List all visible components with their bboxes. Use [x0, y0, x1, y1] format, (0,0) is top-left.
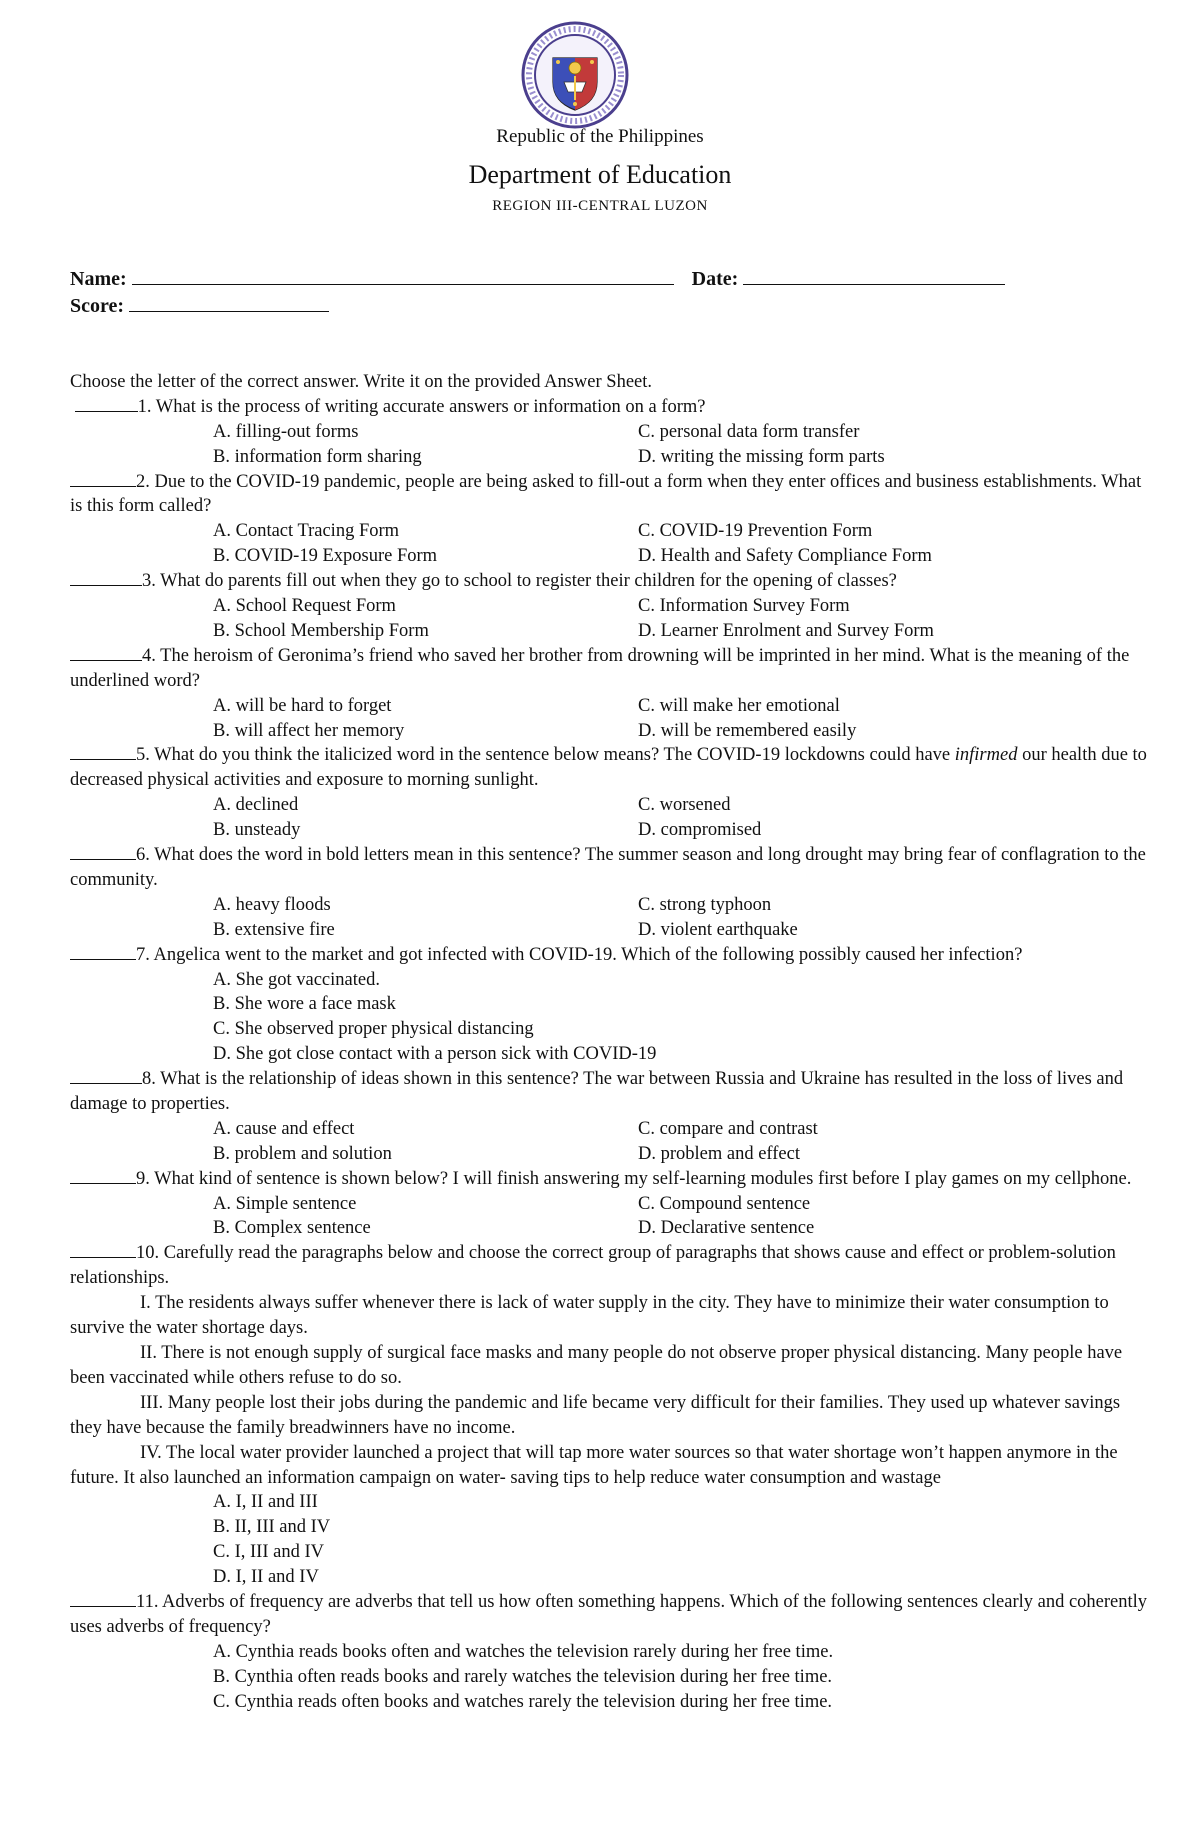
question-8 [70, 1067, 1150, 1167]
paragraph-ii: II. There is not enough supply of surgical face masks and many people do not observe proper physical distancing. Many people have been vaccinated while others refuse to do so. [70, 1342, 1123, 1388]
questions-section [70, 370, 1150, 1714]
score-field[interactable] [129, 295, 329, 312]
date-label: Date: [691, 268, 739, 290]
region-heading: REGION III-CENTRAL LUZON [492, 198, 708, 214]
option-b: B. problem and solution [213, 1143, 392, 1164]
option-a: A. cause and effect [213, 1118, 355, 1139]
option-b: B. School Membership Form [213, 620, 429, 641]
option-c: C. Cynthia reads often books and watches rarely the television during her free time. [213, 1691, 833, 1712]
name-label: Name: [70, 268, 127, 290]
question-7 [70, 943, 1150, 1067]
answer-blank-11[interactable] [70, 1592, 136, 1607]
option-c: C. compare and contrast [638, 1118, 818, 1139]
option-a: A. She got vaccinated. [213, 969, 380, 990]
answer-blank-1[interactable] [75, 397, 138, 412]
option-a: A. Contact Tracing Form [213, 521, 400, 542]
question-3 [70, 569, 1150, 644]
option-c: C. She observed proper physical distancing [213, 1019, 534, 1040]
option-b: B. information form sharing [213, 446, 422, 467]
paragraph-iii: III. Many people lost their jobs during the pandemic and life became very difficult for their families. They used up whatever savings they have because the family breadwinners have no income. [70, 1392, 1121, 1438]
deped-seal-logo [520, 20, 630, 130]
score-label: Score: [70, 295, 125, 317]
question-text-cont: our health due to decreased physical activities and exposure to morning sunlight. [70, 745, 1147, 791]
paragraph-i: I. The residents always suffer whenever there is lack of water supply in the city. They have to minimize their water consumption to survive the water shortage days. [70, 1293, 1109, 1339]
instructions: Choose the letter of the correct answer. Write it on the provided Answer Sheet. [70, 372, 653, 392]
question-text: 5. What do you think the italicized word in the sentence below means? The COVID-19 lockdowns could have [136, 745, 951, 766]
option-b: B. Complex sentence [213, 1218, 371, 1239]
question-6 [70, 843, 1150, 943]
option-c: C. strong typhoon [638, 894, 772, 915]
question-11 [70, 1590, 1150, 1714]
answer-blank-4[interactable] [70, 646, 142, 661]
option-d: D. violent earthquake [638, 919, 798, 940]
option-c: C. I, III and IV [213, 1542, 324, 1563]
option-d: D. writing the missing form parts [638, 446, 885, 467]
question-4 [70, 644, 1150, 744]
option-d: D. Declarative sentence [638, 1218, 815, 1239]
option-c: C. Compound sentence [638, 1193, 811, 1214]
answer-blank-2[interactable] [70, 472, 136, 487]
option-d: D. She got close contact with a person sick with COVID-19 [213, 1044, 657, 1065]
question-text: 1. What is the process of writing accurate answers or information on a form? [137, 396, 706, 417]
question-text: 2. Due to the COVID-19 pandemic, people are being asked to fill-out a form when they enter offices and business establishments. What is this form called? [70, 471, 1142, 517]
question-text: 6. What does the word in bold letters mean in this sentence? The summer season and long drought may bring fear of conflagration to the community. [70, 845, 1146, 890]
option-a: A. declined [213, 795, 299, 816]
question-text: 10. Carefully read the paragraphs below and choose the correct group of paragraphs that shows cause and effect or problem-solution relationships. [70, 1243, 1116, 1289]
option-d: D. problem and effect [638, 1143, 800, 1164]
option-b: B. II, III and IV [213, 1517, 331, 1538]
option-d: D. will be remembered easily [638, 720, 857, 741]
option-d: D. Health and Safety Compliance Form [638, 546, 932, 567]
italicized-word: infirmed [954, 745, 1018, 766]
question-text: 9. What kind of sentence is shown below? I will finish answering my self-learning modules first before I play games on my cellphone. [136, 1168, 1132, 1189]
question-1 [70, 395, 1150, 470]
option-b: B. extensive fire [213, 919, 335, 940]
republic-heading: Republic of the Philippines [496, 126, 704, 147]
question-5 [70, 743, 1150, 843]
question-text: 11. Adverbs of frequency are adverbs that tell us how often something happens. Which of the following sentences clearly and coherently uses adverbs of frequency? [70, 1591, 1148, 1637]
option-c: C. COVID-19 Prevention Form [638, 521, 873, 542]
department-heading: Department of Education [468, 160, 732, 189]
name-date-row [70, 268, 1005, 291]
option-c: C. personal data form transfer [638, 421, 860, 442]
answer-blank-8[interactable] [70, 1069, 142, 1084]
option-a: A. filling-out forms [213, 421, 359, 442]
option-a: A. heavy floods [213, 894, 331, 915]
option-a: A. Simple sentence [213, 1193, 357, 1214]
question-9 [70, 1167, 1150, 1242]
option-c: C. worsened [638, 795, 731, 816]
option-c: C. Information Survey Form [638, 596, 850, 617]
answer-blank-7[interactable] [70, 945, 136, 960]
option-a: A. I, II and III [213, 1492, 318, 1513]
option-d: D. I, II and IV [213, 1567, 319, 1588]
question-10 [70, 1241, 1150, 1590]
answer-blank-10[interactable] [70, 1243, 136, 1258]
answer-blank-6[interactable] [70, 845, 136, 860]
option-b: B. will affect her memory [213, 720, 405, 741]
answer-blank-5[interactable] [70, 745, 136, 760]
option-a: A. School Request Form [213, 596, 396, 617]
score-row [70, 295, 329, 318]
question-text: 3. What do parents fill out when they go to school to register their children for the opening of classes? [142, 571, 897, 592]
option-a: A. Cynthia reads books often and watches the television rarely during her free time. [213, 1641, 834, 1662]
question-2 [70, 470, 1150, 570]
paragraph-iv: IV. The local water provider launched a project that will tap more water sources so that water shortage won’t happen anymore in the future. It also launched an information campaign on water- saving tips to help reduce water consumption and wastage [70, 1442, 1118, 1488]
name-field[interactable] [132, 268, 674, 285]
option-b: B. COVID-19 Exposure Form [213, 546, 438, 567]
question-text: 4. The heroism of Geronima’s friend who saved her brother from drowning will be imprinted in her mind. What is the meaning of the underlined word? [70, 645, 1130, 691]
option-b: B. She wore a face mask [213, 994, 396, 1015]
answer-blank-3[interactable] [70, 571, 142, 586]
date-field[interactable] [743, 268, 1005, 285]
option-d: D. compromised [638, 820, 762, 841]
question-text: 7. Angelica went to the market and got infected with COVID-19. Which of the following possibly caused her infection? [136, 944, 1023, 965]
option-c: C. will make her emotional [638, 695, 840, 716]
option-b: B. unsteady [213, 820, 301, 841]
option-d: D. Learner Enrolment and Survey Form [638, 620, 934, 641]
answer-blank-9[interactable] [70, 1169, 136, 1184]
question-text: 8. What is the relationship of ideas shown in this sentence? The war between Russia and Ukraine has resulted in the loss of lives and damage to properties. [70, 1069, 1124, 1114]
option-b: B. Cynthia often reads books and rarely watches the television during her free time. [213, 1666, 833, 1687]
option-a: A. will be hard to forget [213, 695, 392, 716]
